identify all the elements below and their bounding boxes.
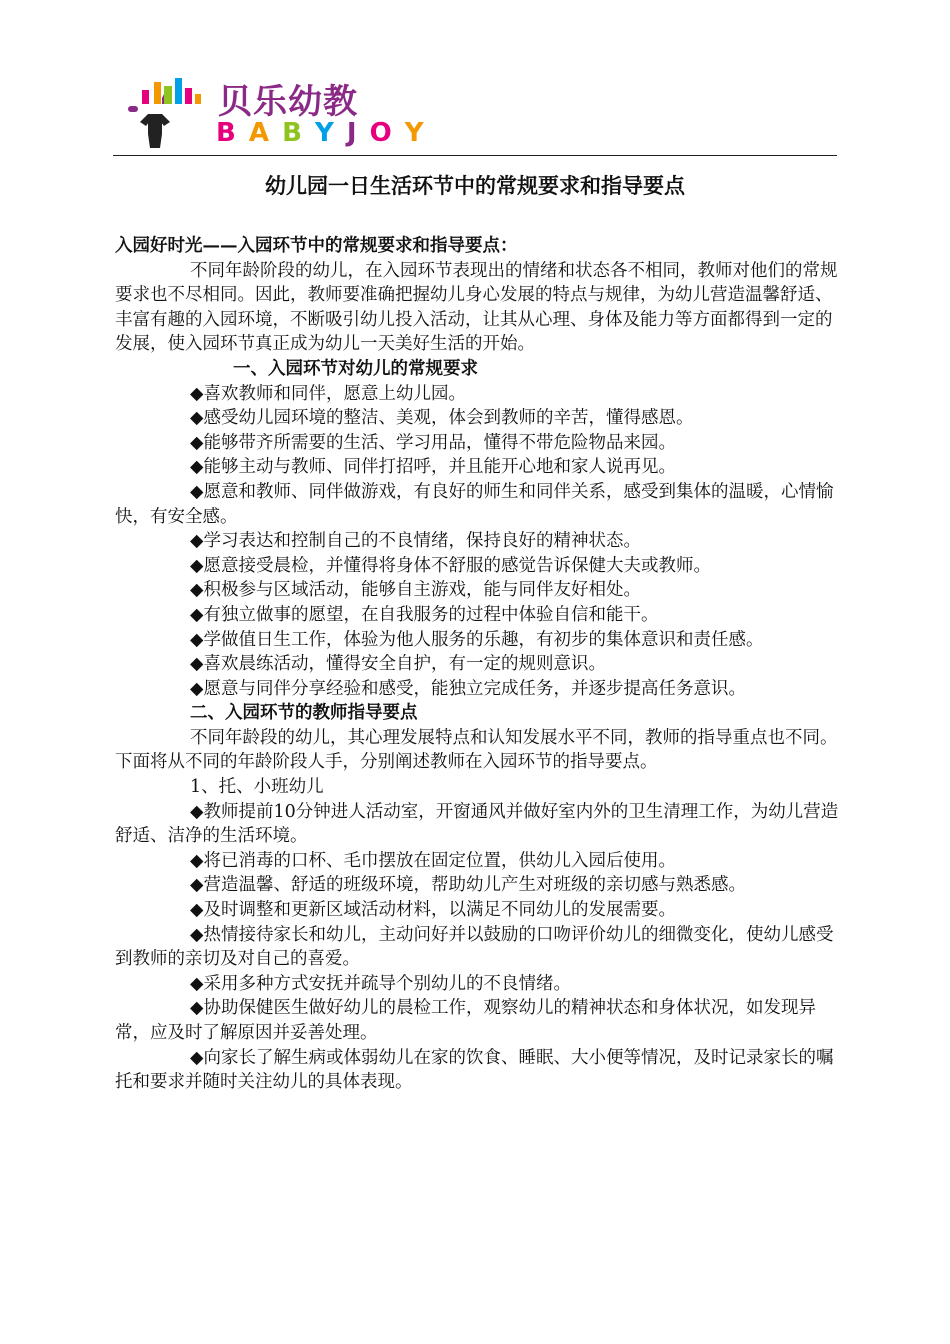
list-item: ◆有独立做事的愿望，在自我服务的过程中体验自信和能干。 (190, 604, 659, 625)
list-item: ◆能够主动与教师、同伴打招呼，并且能开心地和家人说再见。 (190, 457, 676, 478)
brand-letter: B (282, 118, 304, 148)
header (118, 62, 838, 154)
brand-letter: O (369, 118, 394, 148)
brand-name-cn: 贝乐幼教 (218, 82, 358, 122)
section2-title: 二、入园环节的教师指导要点 (190, 703, 418, 724)
list-item: ◆教师提前10分钟进人活动室，开窗通风并做好室内外的卫生清理工作，为幼儿营造舒适、洁净的生活环境。 (115, 801, 839, 847)
section1-title: 一、入园环节对幼儿的常规要求 (233, 358, 478, 379)
document-title: 幼儿园一日生活环节中的常规要求和指导要点 (265, 173, 685, 198)
list-item: ◆积极参与区域活动，能够自主游戏，能与同伴友好相处。 (190, 580, 641, 601)
list-item: ◆将已消毒的口杯、毛巾摆放在固定位置，供幼儿入园后使用。 (190, 850, 676, 871)
list-item: ◆采用多种方式安抚并疏导个别幼儿的不良情绪。 (190, 973, 571, 994)
brand-letter: J (346, 118, 359, 148)
logo-icon (118, 68, 214, 154)
list-item: ◆能够带齐所需要的生活、学习用品，懂得不带危险物品来园。 (190, 432, 676, 453)
list-item: ◆感受幼儿园环境的整洁、美观，体会到教师的辛苦，懂得感恩。 (190, 408, 694, 429)
main-heading: 入园好时光——入园环节中的常规要求和指导要点： (115, 236, 518, 256)
list-item: ◆愿意接受晨检，并懂得将身体不舒服的感觉告诉保健大夫或教师。 (190, 555, 711, 576)
list-item: ◆协助保健医生做好幼儿的晨检工作，观察幼儿的精神状态和身体状况，如发现异常，应及时了解原因并妥善处理。 (115, 998, 816, 1043)
list-item: ◆喜欢教师和同伴，愿意上幼儿园。 (190, 383, 466, 404)
header-divider (113, 155, 837, 156)
brand-name-en (216, 118, 426, 148)
list-item: ◆愿意和教师、同伴做游戏，有良好的师生和同伴关系，感受到集体的温暖，心情愉快，有安全感。 (115, 481, 834, 527)
list-item: ◆及时调整和更新区域活动材料，以满足不同幼儿的发展需要。 (190, 900, 676, 921)
list-item: ◆学习表达和控制自己的不良情绪，保持良好的精神状态。 (190, 531, 641, 552)
subsection-title: 1、托、小班幼儿 (190, 777, 324, 798)
list-item: ◆喜欢晨练活动，懂得安全自护，有一定的规则意识。 (190, 654, 606, 675)
list-item: ◆营造温馨、舒适的班级环境，帮助幼儿产生对班级的亲切感与熟悉感。 (190, 875, 746, 896)
section2-intro: 不同年龄段的幼儿，其心理发展特点和认知发展水平不同，教师的指导重点也不同。下面将从不同的年龄阶段人手，分别阐述教师在入园环节的指导要点。 (115, 727, 838, 773)
list-item: ◆愿意与同伴分享经验和感受，能独立完成任务，并逐步提高任务意识。 (190, 678, 746, 699)
list-item: ◆向家长了解生病或体弱幼儿在家的饮食、睡眠、大小便等情况，及时记录家长的嘱托和要求并随时关注幼儿的具体表现。 (115, 1047, 834, 1093)
brand-letter: Y (314, 118, 336, 148)
brand-letter: A (248, 118, 272, 148)
list-item: ◆学做值日生工作，体验为他人服务的乐趣，有初步的集体意识和责任感。 (190, 629, 764, 650)
document-body (115, 234, 839, 1095)
brand-letter: B (216, 118, 238, 148)
brand-letter: Y (404, 118, 426, 148)
list-item: ◆热情接待家长和幼儿，主动问好并以鼓励的口吻评价幼儿的细微变化，使幼儿感受到教师的亲切及对自己的喜爱。 (115, 924, 834, 970)
intro-paragraph: 不同年龄阶段的幼儿，在入园环节表现出的情绪和状态各不相同，教师对他们的常规要求也不尽相同。因此，教师要准确把握幼儿身心发展的特点与规律，为幼儿营造温馨舒适、丰富有趣的入园环境，不断吸引幼儿投入活动，让其从心理、身体及能力等方面都得到一定的发展，使入园环节真正成为幼儿一天美好生活的开始。 (115, 260, 838, 355)
